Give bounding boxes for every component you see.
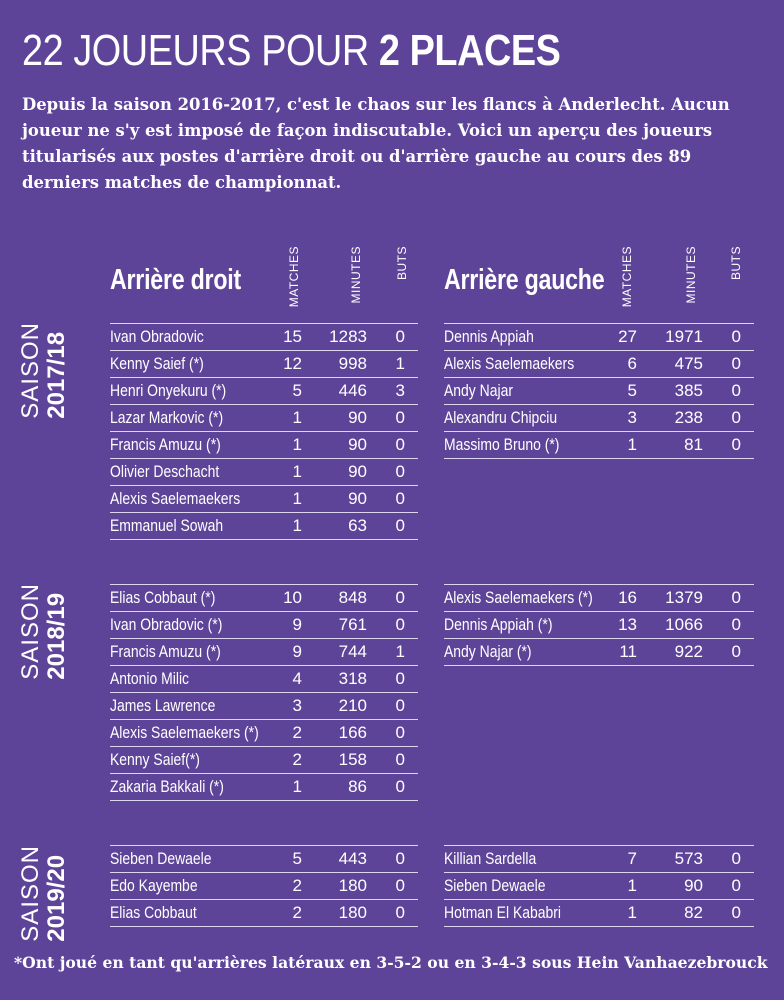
cell-matches: 11	[619, 642, 637, 661]
col-goals-right: BUTS	[395, 246, 409, 281]
cell-minutes: 90	[348, 462, 367, 481]
title-bold: 2 PLACES	[378, 26, 561, 75]
table-row	[110, 432, 418, 459]
col-minutes-left: MINUTES	[684, 246, 698, 304]
cell-matches: 16	[618, 588, 637, 607]
season-label-2019	[18, 845, 70, 942]
cell-matches: 1	[627, 876, 637, 895]
title-light: 22 JOUEURS POUR	[22, 26, 379, 75]
table-row	[444, 639, 754, 666]
player-name: Edo Kayembe	[110, 876, 198, 895]
cell-minutes: 998	[338, 354, 367, 373]
table-right-back-season-2	[110, 845, 418, 927]
cell-goals: 0	[395, 777, 405, 796]
player-name: Hotman El Kababri	[444, 903, 562, 922]
table-row	[110, 351, 418, 378]
cell-goals: 0	[395, 876, 405, 895]
cell-matches: 5	[292, 849, 302, 868]
cell-matches: 1	[292, 435, 302, 454]
cell-matches: 2	[292, 723, 302, 742]
cell-matches: 5	[627, 381, 637, 400]
table-left-back-season-1	[444, 584, 754, 666]
season-label-2017	[18, 322, 70, 419]
player-name: Lazar Markovic (*)	[110, 408, 224, 427]
cell-matches: 3	[292, 696, 302, 715]
header-right-back: Arrière droit	[110, 264, 241, 296]
cell-goals: 0	[395, 489, 405, 508]
cell-minutes: 166	[338, 723, 367, 742]
player-name: Francis Amuzu (*)	[110, 435, 221, 454]
player-name: Henri Onyekuru (*)	[110, 381, 227, 400]
table-row	[110, 513, 418, 540]
cell-minutes: 761	[338, 615, 367, 634]
cell-matches: 7	[627, 849, 637, 868]
table-row	[110, 900, 418, 927]
cell-minutes: 744	[338, 642, 367, 661]
player-name: Killian Sardella	[444, 849, 537, 868]
cell-goals: 0	[395, 462, 405, 481]
cell-goals: 0	[731, 588, 741, 607]
cell-minutes: 82	[684, 903, 703, 922]
player-name: Ivan Obradovic (*)	[110, 615, 223, 634]
cell-matches: 15	[283, 327, 302, 346]
cell-matches: 27	[618, 327, 637, 346]
cell-minutes: 922	[674, 642, 703, 661]
cell-minutes: 1066	[665, 615, 703, 634]
intro-text: Depuis la saison 2016-2017, c'est le chaos sur les flancs à Anderlecht. Aucun joueur ne s'y est imposé de façon indiscutable. Voici un aperçu des joueurs titularisés aux postes d'arrière droit ou d'arrière gauche au cours des 89 derniers matches de championnat.	[22, 95, 730, 192]
cell-goals: 0	[395, 435, 405, 454]
table-row	[110, 378, 418, 405]
table-row	[444, 584, 754, 612]
table-row	[110, 666, 418, 693]
cell-matches: 3	[627, 408, 637, 427]
cell-goals: 0	[731, 435, 741, 454]
player-name: Massimo Bruno (*)	[444, 435, 560, 454]
cell-goals: 0	[731, 642, 741, 661]
col-minutes-right: MINUTES	[349, 246, 363, 304]
cell-goals: 1	[395, 642, 405, 661]
player-name: Dennis Appiah (*)	[444, 615, 553, 634]
cell-goals: 0	[395, 723, 405, 742]
season-word: SAISON	[17, 322, 44, 419]
table-row	[110, 584, 418, 612]
cell-minutes: 385	[674, 381, 703, 400]
table-row	[444, 405, 754, 432]
cell-matches: 6	[627, 354, 637, 373]
cell-goals: 0	[395, 588, 405, 607]
cell-matches: 4	[292, 669, 302, 688]
cell-minutes: 446	[338, 381, 367, 400]
player-name: Kenny Saief (*)	[110, 354, 204, 373]
cell-minutes: 475	[674, 354, 703, 373]
cell-minutes: 848	[338, 588, 367, 607]
player-name: Francis Amuzu (*)	[110, 642, 221, 661]
player-name: Alexis Saelemaekers (*)	[444, 588, 593, 607]
cell-goals: 0	[395, 903, 405, 922]
table-row	[110, 845, 418, 873]
player-name: Alexandru Chipciu	[444, 408, 558, 427]
player-name: Alexis Saelemaekers	[444, 354, 575, 373]
cell-goals: 3	[395, 381, 405, 400]
table-row	[110, 405, 418, 432]
table-row	[444, 323, 754, 351]
table-row	[444, 845, 754, 873]
table-row	[110, 693, 418, 720]
table-row	[444, 612, 754, 639]
cell-matches: 10	[283, 588, 302, 607]
player-name: Sieben Dewaele	[110, 849, 212, 868]
cell-matches: 2	[292, 903, 302, 922]
table-left-back-season-2	[444, 845, 754, 927]
player-name: Zakaria Bakkali (*)	[110, 777, 224, 796]
table-row	[110, 323, 418, 351]
player-name: Dennis Appiah	[444, 327, 534, 346]
season-word: SAISON	[17, 845, 44, 942]
table-row	[110, 486, 418, 513]
cell-goals: 0	[395, 750, 405, 769]
player-name: Alexis Saelemaekers (*)	[110, 723, 259, 742]
player-name: Elias Cobbaut (*)	[110, 588, 216, 607]
cell-minutes: 90	[348, 408, 367, 427]
cell-minutes: 158	[338, 750, 367, 769]
cell-goals: 0	[731, 876, 741, 895]
cell-goals: 0	[731, 615, 741, 634]
table-row	[110, 873, 418, 900]
player-name: James Lawrence	[110, 696, 216, 715]
cell-minutes: 90	[348, 435, 367, 454]
table-row	[444, 432, 754, 459]
cell-matches: 1	[627, 903, 637, 922]
cell-goals: 0	[395, 669, 405, 688]
table-row	[110, 774, 418, 801]
player-name: Sieben Dewaele	[444, 876, 546, 895]
cell-matches: 1	[292, 489, 302, 508]
player-name: Andy Najar (*)	[444, 642, 532, 661]
footnote: *Ont joué en tant qu'arrières latéraux en 3-5-2 ou en 3-4-3 sous Hein Vanhaezebrouck	[14, 953, 768, 972]
player-name: Ivan Obradovic	[110, 327, 204, 346]
table-row	[110, 612, 418, 639]
cell-matches: 13	[618, 615, 637, 634]
cell-goals: 0	[731, 903, 741, 922]
cell-matches: 1	[292, 462, 302, 481]
cell-minutes: 1379	[665, 588, 703, 607]
cell-matches: 1	[292, 777, 302, 796]
cell-matches: 9	[292, 615, 302, 634]
cell-goals: 1	[395, 354, 405, 373]
table-row	[444, 900, 754, 927]
player-name: Kenny Saief(*)	[110, 750, 200, 769]
cell-minutes: 573	[674, 849, 703, 868]
cell-minutes: 318	[338, 669, 367, 688]
player-name: Andy Najar	[444, 381, 513, 400]
table-row	[110, 459, 418, 486]
cell-goals: 0	[395, 696, 405, 715]
cell-goals: 0	[731, 327, 741, 346]
cell-minutes: 1283	[329, 327, 367, 346]
season-word: SAISON	[17, 583, 44, 680]
table-row	[110, 747, 418, 774]
cell-goals: 0	[395, 849, 405, 868]
cell-minutes: 90	[684, 876, 703, 895]
cell-goals: 0	[731, 408, 741, 427]
season-year: 2018/19	[43, 592, 70, 680]
cell-minutes: 210	[338, 696, 367, 715]
table-right-back-season-0	[110, 323, 418, 540]
table-left-back-season-0	[444, 323, 754, 459]
player-name: Elias Cobbaut	[110, 903, 197, 922]
cell-minutes: 81	[684, 435, 703, 454]
table-row	[444, 378, 754, 405]
table-right-back-season-1	[110, 584, 418, 801]
table-row	[110, 639, 418, 666]
player-name: Olivier Deschacht	[110, 462, 220, 481]
cell-goals: 0	[395, 408, 405, 427]
cell-goals: 0	[731, 354, 741, 373]
table-row	[444, 873, 754, 900]
cell-matches: 5	[292, 381, 302, 400]
col-matches-right: MATCHES	[287, 246, 301, 308]
cell-matches: 9	[292, 642, 302, 661]
cell-minutes: 238	[674, 408, 703, 427]
cell-minutes: 63	[348, 516, 367, 535]
cell-matches: 12	[283, 354, 302, 373]
cell-minutes: 90	[348, 489, 367, 508]
player-name: Alexis Saelemaekers	[110, 489, 241, 508]
cell-minutes: 443	[338, 849, 367, 868]
col-matches-left: MATCHES	[620, 246, 634, 308]
col-goals-left: BUTS	[729, 246, 743, 281]
cell-matches: 1	[292, 516, 302, 535]
cell-matches: 2	[292, 876, 302, 895]
table-row	[444, 351, 754, 378]
cell-matches: 1	[627, 435, 637, 454]
cell-goals: 0	[731, 849, 741, 868]
header-left-back: Arrière gauche	[444, 264, 605, 296]
player-name: Emmanuel Sowah	[110, 516, 224, 535]
cell-minutes: 180	[338, 876, 367, 895]
cell-minutes: 180	[338, 903, 367, 922]
season-label-2018	[18, 583, 70, 680]
cell-goals: 0	[395, 516, 405, 535]
season-year: 2017/18	[43, 331, 70, 419]
page-title	[22, 26, 560, 76]
cell-minutes: 86	[348, 777, 367, 796]
cell-goals: 0	[731, 381, 741, 400]
cell-matches: 2	[292, 750, 302, 769]
cell-goals: 0	[395, 615, 405, 634]
player-name: Antonio Milic	[110, 669, 190, 688]
cell-goals: 0	[395, 327, 405, 346]
cell-minutes: 1971	[665, 327, 703, 346]
cell-matches: 1	[292, 408, 302, 427]
table-row	[110, 720, 418, 747]
season-year: 2019/20	[43, 854, 70, 942]
